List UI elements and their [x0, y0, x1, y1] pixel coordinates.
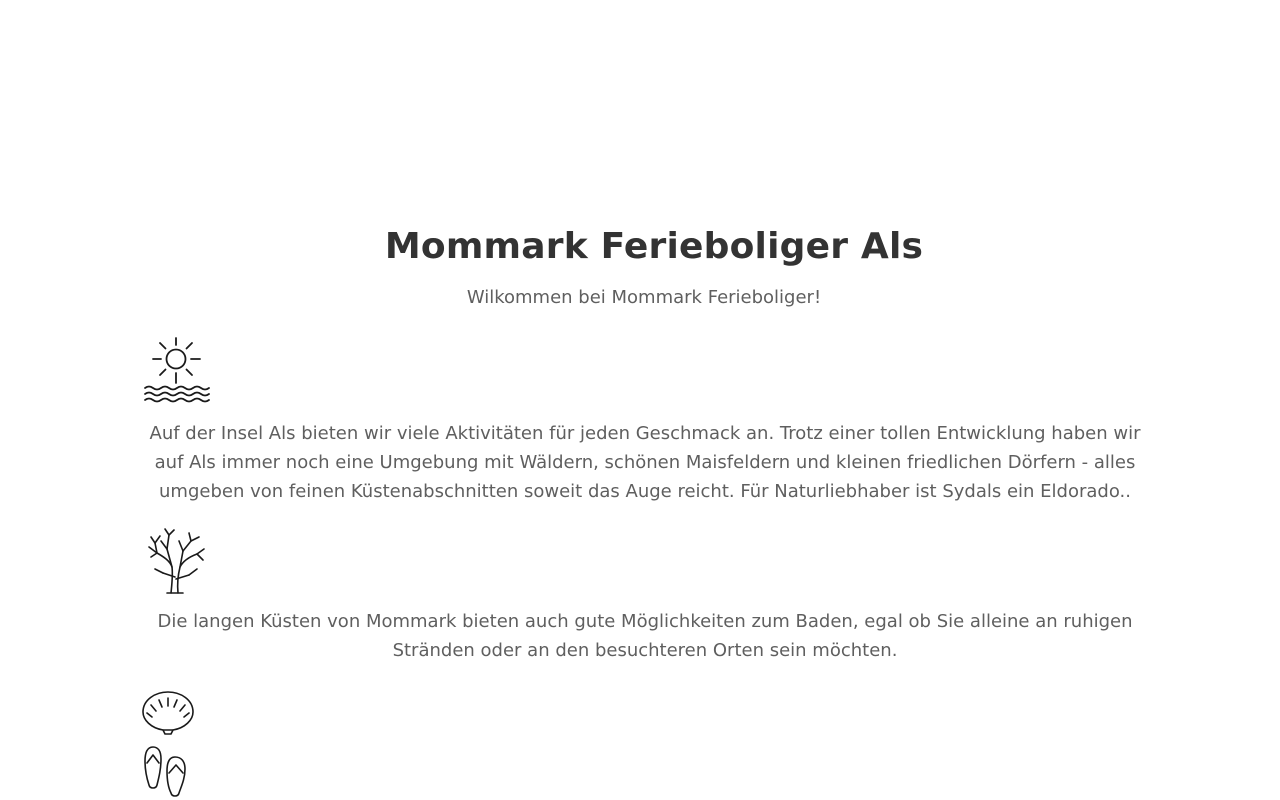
flip-flops-icon	[143, 745, 191, 799]
page-title: Mommark Ferieboliger Als	[384, 226, 924, 267]
beach-paragraph: Die langen Küsten von Mommark bieten auch gute Möglichkeiten zum Baden, egal ob Sie alleine an ruhigen Stränden oder an den besuchteren Orten sein möchten.	[157, 611, 1133, 661]
tree-icon	[145, 527, 207, 595]
page-subtitle: Wilkommen bei Mommark Ferieboliger!	[466, 287, 822, 308]
seashell-icon	[141, 690, 197, 736]
intro-paragraph: Auf der Insel Als bieten wir viele Aktivitäten für jeden Geschmack an. Trotz einer tollen Entwicklung haben wir auf Als immer noch eine Umgebung mit Wäldern, schönen Maisfeldern und kleinen friedlichen Dörfern - alles umgeben von feinen Küstenabschnitten soweit das Auge reicht. Für Naturliebhaber ist Sydals ein Eldorado..	[149, 423, 1141, 502]
sun-over-sea-icon	[143, 336, 211, 406]
